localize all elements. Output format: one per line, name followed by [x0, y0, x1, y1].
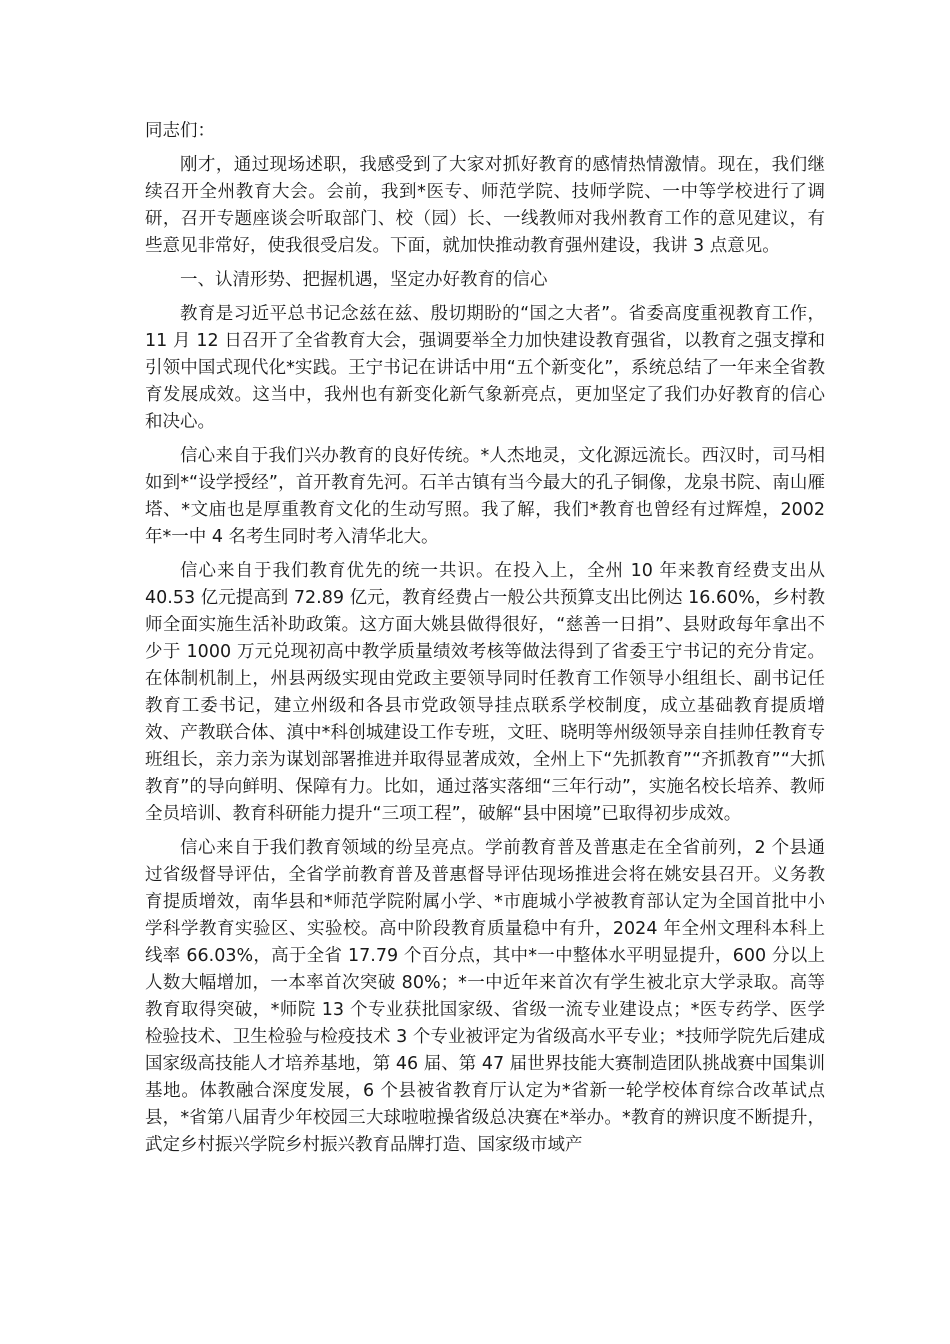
document-page	[145, 118, 825, 1166]
paragraph-intro: 刚才，通过现场述职，我感受到了大家对抓好教育的感情热情激情。现在，我们继续召开全州教育大会。会前，我到*医专、师范学院、技师学院、一中等学校进行了调研，召开专题座谈会听取部门、校（园）长、一线教师对我州教育工作的意见建议，有些意见非常好，使我很受启发。下面，就加快推动教育强州建设，我讲 3 点意见。	[145, 155, 825, 256]
paragraph-provincial-conference: 教育是习近平总书记念兹在兹、殷切期盼的“国之大者”。省委高度重视教育工作，11 月 12 日召开了全省教育大会，强调要举全力加快建设教育强省，以教育之强支撑和引领中国式现代化*实践。王宁书记在讲话中用“五个新变化”，系统总结了一年来全省教育发展成效。这当中，我州也有新变化新气象新亮点，更加坚定了我们办好教育的信心和决心。	[145, 304, 825, 432]
salutation: 同志们：	[145, 121, 215, 141]
paragraph-highlights: 信心来自于我们教育领域的纷呈亮点。学前教育普及普惠走在全省前列，2 个县通过省级督导评估，全省学前教育普及普惠督导评估现场推进会将在姚安县召开。义务教育提质增效，南华县和*师范学院附属小学、*市鹿城小学被教育部认定为全国首批中小学科学教育实验区、实验校。高中阶段教育质量稳中有升，2024 年全州文理科本科上线率 66.03%，高于全省 17.79 个百分点，其中*一中整体水平明显提升，600 分以上人数大幅增加，一本率首次突破 80%；*一中近年来首次有学生被北京大学录取。高等教育取得突破，*师院 13 个专业获批国家级、省级一流专业建设点；*医专药学、医学检验技术、卫生检验与检疫技术 3 个专业被评定为省级高水平专业；*技师学院先后建成国家级高技能人才培养基地，第 46 届、第 47 届世界技能大赛制造团队挑战赛中国集训基地。体教融合深度发展，6 个县被省教育厅认定为*省新一轮学校体育综合改革试点县，*省第八届青少年校园三大球啦啦操省级总决赛在*举办。*教育的辨识度不断提升，武定乡村振兴学院乡村振兴教育品牌打造、国家级市域产	[145, 838, 825, 1155]
section-heading-1: 一、认清形势、把握机遇，坚定办好教育的信心	[180, 270, 548, 290]
paragraph-consensus: 信心来自于我们教育优先的统一共识。在投入上，全州 10 年来教育经费支出从 40.53 亿元提高到 72.89 亿元，教育经费占一般公共预算支出比例达 16.60%，乡村教师全面实施生活补助政策。这方面大姚县做得很好，“慈善一日捐”、县财政每年拿出不少于 1000 万元兑现初高中教学质量绩效考核等做法得到了省委王宁书记的充分肯定。在体制机制上，州县两级实现由党政主要领导同时任教育工作领导小组组长、副书记任教育工委书记，建立州级和各县市党政领导挂点联系学校制度，成立基础教育提质增效、产教联合体、滇中*科创城建设工作专班，文旺、晓明等州级领导亲自挂帅任教育专班组长，亲力亲为谋划部署推进并取得显著成效，全州上下“先抓教育”“齐抓教育”“大抓教育”的导向鲜明、保障有力。比如，通过落实落细“三年行动”，实施名校长培养、教师全员培训、教育科研能力提升“三项工程”，破解“县中困境”已取得初步成效。	[145, 561, 825, 824]
paragraph-tradition: 信心来自于我们兴办教育的良好传统。*人杰地灵，文化源远流长。西汉时，司马相如到*“设学授经”，首开教育先河。石羊古镇有当今最大的孔子铜像，龙泉书院、南山雁塔、*文庙也是厚重教育文化的生动写照。我了解，我们*教育也曾经有过辉煌，2002 年*一中 4 名考生同时考入清华北大。	[145, 446, 825, 547]
